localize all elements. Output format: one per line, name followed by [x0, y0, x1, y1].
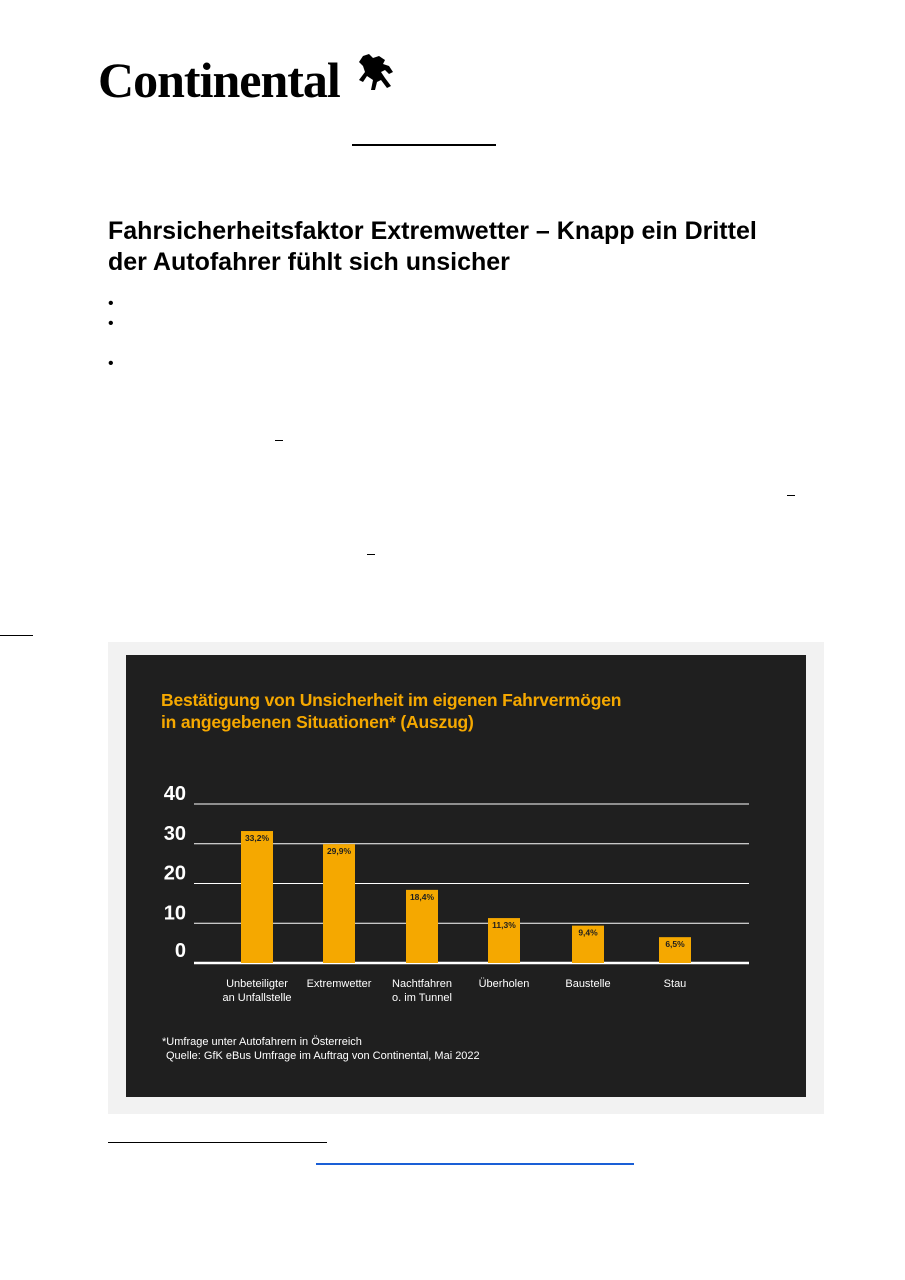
bar	[323, 844, 355, 963]
bullet-3: •	[108, 355, 114, 372]
chart-title-line-2: in angegebenen Situationen* (Auszug)	[161, 712, 474, 732]
bar-value-label: 6,5%	[665, 939, 685, 950]
margin-rule	[0, 635, 33, 636]
footnote-separator	[108, 1142, 327, 1143]
bullet-2: •	[108, 315, 114, 332]
footnote-marker-2	[787, 495, 795, 496]
bar	[241, 831, 273, 963]
x-category-label: Unbeteiligter	[226, 978, 288, 990]
y-tick-label: 20	[163, 862, 186, 885]
x-category-label: Nachtfahren	[392, 978, 452, 990]
x-category-label: Überholen	[478, 978, 530, 990]
y-tick-label: 0	[174, 940, 186, 962]
footer-link[interactable]	[316, 1163, 634, 1165]
y-tick-label: 10	[163, 902, 186, 925]
chart-footnote-source: Quelle: GfK eBus Umfrage im Auftrag von Continental, Mai 2022	[166, 1050, 480, 1062]
page-title	[108, 216, 848, 278]
bar-value-label: 29,9%	[326, 846, 352, 857]
bar-value-label: 18,4%	[409, 891, 435, 902]
bar-value-label: 11,3%	[492, 920, 516, 931]
x-category-label: Stau	[663, 978, 687, 990]
continental-logo	[98, 50, 398, 112]
y-tick-label: 40	[163, 783, 186, 805]
x-category-label: Extremwetter	[306, 978, 372, 990]
footnote-marker-3	[367, 554, 375, 555]
x-category-label: o. im Tunnel	[392, 992, 452, 1004]
chart-footnote-survey: *Umfrage unter Autofahrern in Österreich	[162, 1036, 362, 1048]
title-line-2: der Autofahrer fühlt sich unsicher	[108, 248, 510, 276]
y-tick-label: 30	[163, 822, 186, 845]
footnote-marker-1	[275, 440, 283, 441]
title-line-1: Fahrsicherheitsfaktor Extremwetter – Knapp ein Drittel	[108, 217, 757, 245]
bar-chart	[126, 655, 806, 1097]
x-category-label: an Unfallstelle	[222, 992, 292, 1004]
bullet-1: •	[108, 295, 114, 312]
bar-value-label: 9,4%	[578, 927, 598, 938]
logo-underline	[352, 144, 496, 146]
chart-title-line-1: Bestätigung von Unsicherheit im eigenen Fahrvermögen	[161, 690, 622, 710]
logo-wordmark: Continental	[98, 52, 340, 108]
x-category-label: Baustelle	[565, 978, 611, 990]
bar-value-label: 33,2%	[244, 833, 270, 844]
horse-logo-icon	[355, 52, 397, 94]
